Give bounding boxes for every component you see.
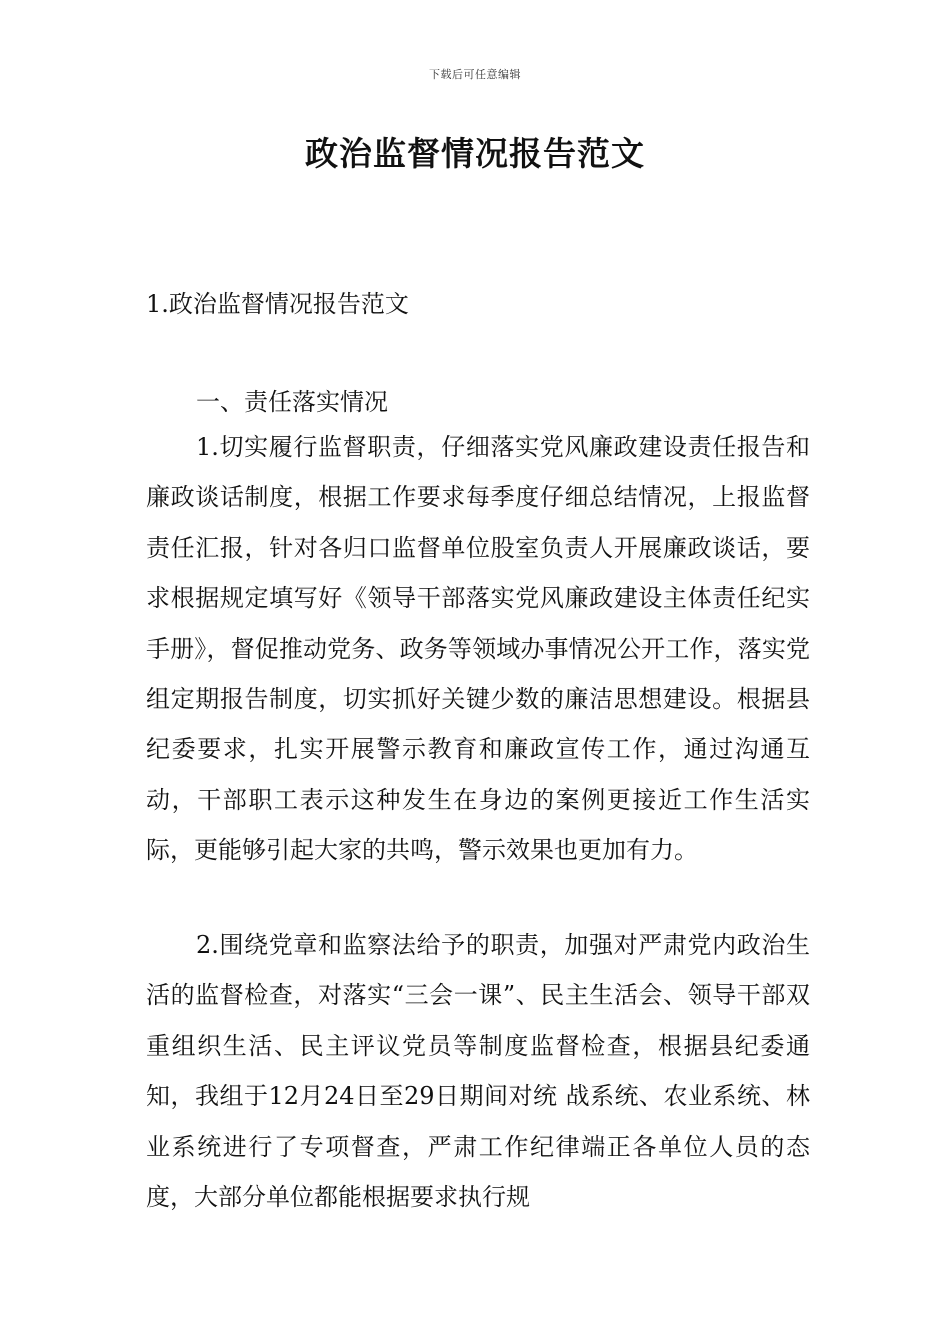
document-title: 政治监督情况报告范文 — [305, 134, 645, 173]
section-heading: 1.政治监督情况报告范文 — [146, 290, 409, 318]
body-paragraph-1: 1.切实履行监督职责，仔细落实党风廉政建设责任报告和廉政谈话制度，根据工作要求每季度仔细总结情况，上报监督责任汇报，针对各归口监督单位股室负责人开展廉政谈话，要求根据规定填写好《领导干部落实党风廉政建设主体责任纪实手册》，督促推动党务、政务等领域办事情况公开工作，落实党组定期报告制度，切实抓好关键少数的廉洁思想建设。根据县纪委要求，扎实开展警示教育和廉政宣传工作，通过沟通互动，干部职工表示这种发生在身边的案例更接近工作生活实际，更能够引起大家的共鸣，警示效果也更加有力。 — [146, 433, 810, 865]
body-paragraph-2: 2.围绕党章和监察法给予的职责，加强对严肃党内政治生活的监督检查，对落实“三会一课”、民主生活会、领导干部双重组织生活、民主评议党员等制度监督检查，根据县纪委通知，我组于12月24日至29日期间对统 战系统、农业系统、林业系统进行了专项督查，严肃工作纪律端正各单位人员的态度，大部分单位都能根据要求执行规 — [146, 931, 810, 1212]
sub-heading: 一、责任落实情况 — [196, 388, 388, 416]
header-note: 下载后可任意编辑 — [429, 68, 521, 81]
